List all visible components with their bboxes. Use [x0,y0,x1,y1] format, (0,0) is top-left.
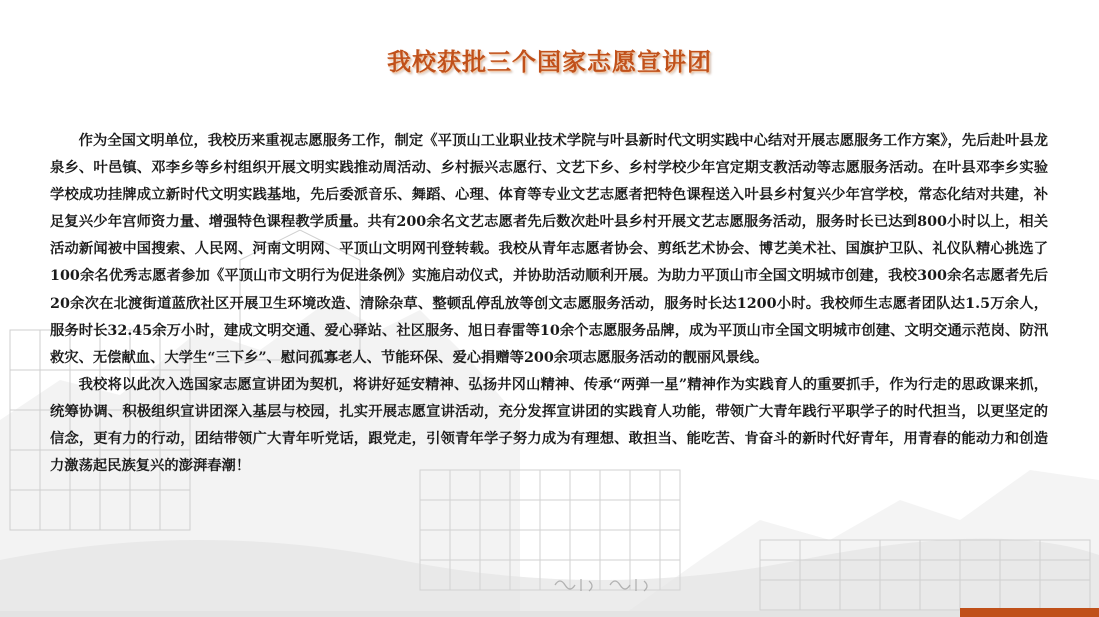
paragraph: 我校将以此次入选国家志愿宣讲团为契机，将讲好延安精神、弘扬井冈山精神、传承“两弹一星”精神作为实践育人的重要抓手，作为行走的思政课来抓，统筹协调、积极组织宣讲团深入基层与校园，扎实开展志愿宣讲活动，充分发挥宣讲团的实践育人功能，带领广大青年践行平职学子的时代担当，以更坚定的信念，更有力的行动，团结带领广大青年听党话，跟党走，引领青年学子努力成为有理想、敢担当、能吃苦、肯奋斗的新时代好青年，用青春的能动力和创造力激荡起民族复兴的澎湃春潮！ [50,376,1048,475]
page-title: 我校获批三个国家志愿宣讲团 [387,47,712,76]
ink-wash-band [0,539,1099,617]
accent-bar-left [0,611,960,617]
accent-bar-right [960,608,1099,617]
article-body [50,128,1048,480]
paragraph: 作为全国文明单位，我校历来重视志愿服务工作，制定《平顶山工业职业技术学院与叶县新时代文明实践中心结对开展志愿服务工作方案》，先后赴叶县龙泉乡、叶邑镇、邓李乡等乡村组织开展文明实践推动周活动、乡村振兴志愿行、文艺下乡、乡村学校少年宫定期支教活动等志愿服务活动。在叶县邓李乡实验学校成功挂牌成立新时代文明实践基地，先后委派音乐、舞蹈、心理、体育等专业文艺志愿者把特色课程送入叶县乡村复兴少年宫学校，常态化结对共建，补足复兴少年宫师资力量、增强特色课程教学质量。共有200余名文艺志愿者先后数次赴叶县乡村开展文艺志愿服务活动，服务时长已达到800小时以上，相关活动新闻被中国搜索、人民网、河南文明网、平顶山文明网刊登转载。我校从青年志愿者协会、剪纸艺术协会、博艺美术社、国旗护卫队、礼仪队精心挑选了100余名优秀志愿者参加《平顶山市文明行为促进条例》实施启动仪式，并协助活动顺利开展。为助力平顶山市全国文明城市创建，我校300余名志愿者先后20余次在北渡街道蓝欣社区开展卫生环境改造、清除杂草、整顿乱停乱放等创文志愿服务活动，服务时长达1200小时。我校师生志愿者团队达1.5万余人，服务时长32.45余万小时，建成文明交通、爱心驿站、社区服务、旭日春雷等10余个志愿服务品牌，成为平顶山市全国文明城市创建、文明交通示范岗、防汛救灾、无偿献血、大学生“三下乡”、慰问孤寡老人、节能环保、爱心捐赠等200余项志愿服务活动的靓丽风景线。 [50,133,1048,366]
